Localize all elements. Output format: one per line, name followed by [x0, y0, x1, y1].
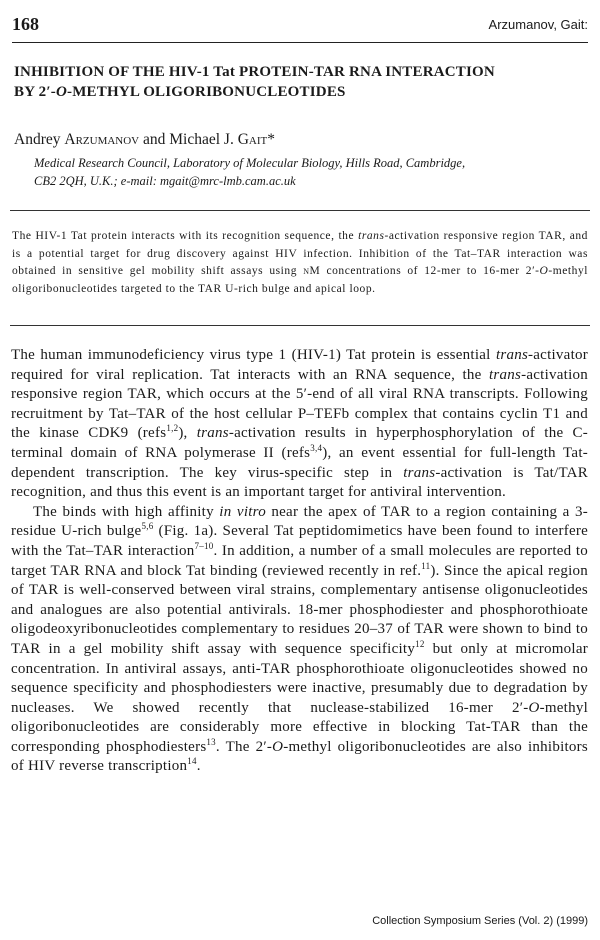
body-text: -activation responsive region TAR, which occurs at the 5′-end of all viral RNA transcripts. Following recruitment by Tat–TAR of the host cellular P–TEFb complex that contains cyclin T1 and the kinase CDK9 (refs	[11, 366, 588, 442]
body-paragraph-1	[11, 346, 588, 503]
article-body	[11, 346, 588, 777]
title-line-2c: -METHYL OLIGORIBONUCLEOTIDES	[67, 84, 346, 100]
body-text: . In addition, a number of a small molecules are reported to target TAR RNA and block Tat binding (reviewed recently in ref.	[11, 542, 588, 579]
body-text: ), an event essential for full-length Tat-dependent transcription. The key virus-specific step in	[11, 444, 588, 481]
body-text: but only at micromolar concentration. In antiviral assays, anti-TAR phosphorothioate oligonucleotides showed no sequence specificity and phosphodiesters were inactive, presumably due to degradation by nucleases. We showed recently that nuclease-stabilized 16-mer 2′-	[11, 640, 588, 716]
body-text: trans	[495, 347, 529, 363]
author-conjunction: and	[139, 131, 170, 148]
body-text: trans	[489, 366, 522, 383]
citation: 7–10	[194, 540, 214, 551]
abstract-text: O	[539, 265, 549, 278]
citation: 11	[421, 560, 431, 571]
running-author: Arzumanov, Gait:	[488, 17, 588, 32]
author-1-last: Arzumanov	[64, 131, 140, 148]
title-line-1: INHIBITION OF THE HIV-1 Tat PROTEIN-TAR RNA INTERACTION	[14, 64, 495, 80]
title-line-2a: BY 2′-	[14, 84, 56, 100]
running-header	[12, 14, 588, 38]
footer-series: Collection Symposium Series (Vol. 2) (1999)	[372, 915, 588, 927]
abstract-text: The HIV-1 Tat protein interacts with its recognition sequence, the	[12, 230, 359, 242]
author-2-last: Gait	[237, 131, 268, 148]
body-text: near the apex of TAR to a region containing a 3-residue U-rich bulge	[11, 503, 588, 540]
body-text: (Fig. 1a). Several Tat peptidomimetics have been found to interfere with the Tat–TAR interaction	[11, 523, 589, 559]
citation: 5,6	[141, 521, 154, 532]
page-number: 168	[12, 14, 39, 34]
title-line-2b: O	[55, 84, 67, 100]
body-text: -methyl oligoribonucleotides are also inhibitors of HIV reverse transcription	[11, 738, 588, 775]
body-text: trans	[403, 464, 436, 481]
affiliation-line-1: Medical Research Council, Laboratory of Molecular Biology, Hills Road, Cambridge,	[34, 156, 466, 170]
body-text: ),	[178, 425, 197, 442]
abstract-text: -methyl oligoribonucleotides targeted to the TAR U-rich bulge and apical loop.	[12, 265, 589, 295]
citation: 12	[415, 638, 425, 649]
author-list	[14, 130, 275, 150]
article-title	[14, 62, 584, 102]
body-text: ). Since the apical region of TAR is well-conserved between viral strains, complementary antisense oligonucleotides and analogues are also potential antivirals. 18-mer phosphodiester and phosphorothioate oligodeoxyribonucleotides complementary to residues 20–37 of TAR were shown to bind to TAR in a gel mobility shift assay with sequence specificity	[11, 562, 588, 657]
abstract-text: concentrations of 12-mer to 16-mer 2′-	[320, 265, 540, 278]
body-text: in vitro	[219, 503, 266, 520]
body-text: O	[528, 699, 540, 716]
body-text: O	[272, 738, 284, 755]
body-text: trans	[196, 425, 229, 442]
author-1-first: Andrey	[14, 131, 65, 148]
body-text: -activation is Tat/TAR recognition, and thus this event is an important target for antiviral intervention.	[11, 464, 588, 501]
body-text: .	[196, 758, 201, 775]
body-text: -activator required for viral replication. Tat interacts with an RNA sequence, the	[11, 347, 588, 383]
abstract-unit: nM	[303, 265, 321, 278]
corresponding-author-mark: *	[267, 131, 275, 148]
body-text: -activation results in hyperphosphorylation of the C-terminal domain of RNA polymerase II (refs	[11, 425, 589, 461]
citation: 1,2	[166, 423, 179, 434]
body-text: The binds with high affinity	[33, 503, 220, 520]
affiliation	[34, 154, 554, 190]
header-rule	[12, 42, 588, 43]
body-text: -methyl oligoribonucleotides are considerably more effective in blocking Tat-TAR than the corresponding phosphodiesters	[11, 699, 588, 755]
author-2-first: Michael J.	[169, 131, 238, 148]
abstract-rule-bottom	[10, 325, 590, 326]
affiliation-line-2: CB2 2QH, U.K.; e-mail: mgait@mrc-lmb.cam.ac.uk	[34, 174, 296, 188]
body-text: The human immunodeficiency virus type 1 (HIV-1) Tat protein is essential	[11, 347, 496, 363]
abstract-text: trans	[358, 230, 385, 242]
citation: 3,4	[310, 442, 323, 453]
body-text: . The 2′-	[215, 738, 273, 755]
abstract	[12, 228, 588, 298]
abstract-text: -activation responsive region TAR, and is a potential target for drug discovery against HIV infection. Inhibition of the Tat–TAR interaction was obtained in sensitive gel mobility shift assays using	[12, 230, 588, 278]
citation: 14	[187, 756, 197, 767]
body-paragraph-2	[11, 503, 588, 777]
abstract-rule-top	[10, 210, 590, 211]
citation: 13	[206, 736, 216, 747]
